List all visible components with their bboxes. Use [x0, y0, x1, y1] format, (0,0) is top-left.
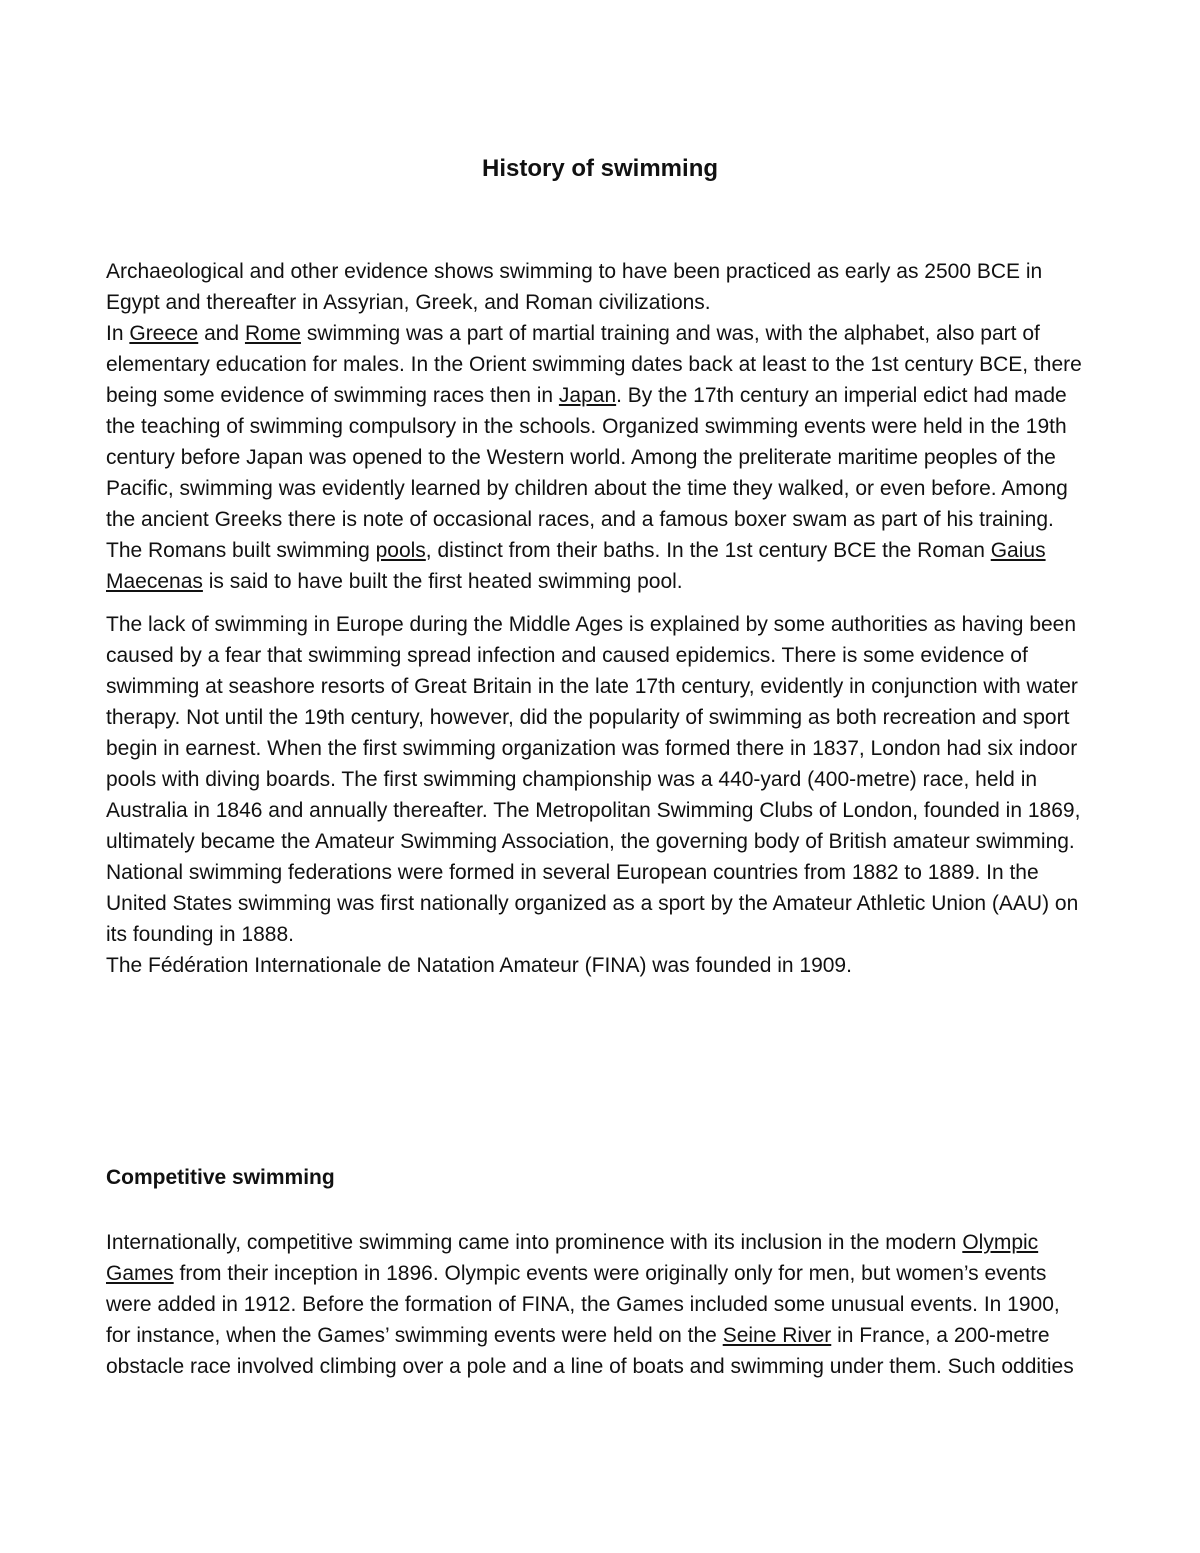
text-run: Internationally, competitive swimming came into prominence with its inclusion in the modern	[106, 1231, 963, 1254]
section-heading-competitive: Competitive swimming	[106, 1166, 335, 1189]
text-run: and	[198, 322, 245, 345]
text-run: , distinct from their baths. In the 1st century BCE the Roman	[425, 539, 991, 562]
text-run: . By the 17th century an imperial edict had made the teaching of swimming compulsory in the schools. Organized swimming events were held in the 19th century before Japan was opened to the Western world. Among the preliterate maritime peoples of the Pacific, swimming was evidently learned by children about the time they walked, or even before. Among the ancient Greeks there is note of occasional races, and a famous boxer swam as part of his training. The Romans built swimming	[106, 384, 1068, 562]
text-run: The lack of swimming in Europe during the Middle Ages is explained by some authorities as having been caused by a fear that swimming spread infection and caused epidemics. There is some evidence of swimming at seashore resorts of Great Britain in the late 17th century, evidently in conjunction with water therapy. Not until the 19th century, however, did the popularity of swimming as both recreation and sport begin in earnest. When the first swimming organization was formed there in 1837, London had six indoor pools with diving boards. The first swimming championship was a 440-yard (400-metre) race, held in Australia in 1846 and annually thereafter. The Metropolitan Swimming Clubs of London, founded in 1869, ultimately became the Amateur Swimming Association, the governing body of British amateur swimming. National swimming federations were formed in several European countries from 1882 to 1889. In the United States swimming was first nationally organized as a sport by the Amateur Athletic Union (AAU) on its founding in 1888.	[106, 613, 1081, 946]
document-title: History of swimming	[481, 155, 719, 182]
link-olympic-games[interactable]: Olympic Games	[106, 1231, 1039, 1285]
text-run: swimming was a part of martial training and was, with the alphabet, also part of elementary education for males. In the Orient swimming dates back at least to the 1st century BCE, there being some evidence of swimming races then in	[106, 322, 1082, 407]
link-rome[interactable]: Rome	[244, 322, 301, 345]
text-run: in France, a 200-metre obstacle race involved climbing over a pole and a line of boats and swimming under them. Such oddities	[106, 1324, 1074, 1378]
text-run: In	[106, 322, 130, 345]
paragraph-ancient-history	[106, 256, 1086, 597]
text-run: Archaeological and other evidence shows swimming to have been practiced as early as 2500 BCE in Egypt and thereafter in Assyrian, Greek, and Roman civilizations.	[106, 260, 1043, 314]
link-greece[interactable]: Greece	[129, 322, 199, 345]
text-run: from their inception in 1896. Olympic events were originally only for men, but women’s events were added in 1912. Before the formation of FINA, the Games included some unusual events. In 1900, for instance, when the Games’ swimming events were held on the	[106, 1262, 1060, 1347]
paragraph-competitive	[106, 1227, 1086, 1382]
section-competitive	[106, 1227, 1086, 1382]
link-gaius-maecenas[interactable]: Gaius Maecenas	[106, 539, 1046, 593]
link-pools[interactable]: pools	[375, 539, 426, 562]
text-run: The Fédération Internationale de Natation Amateur (FINA) was founded in 1909.	[106, 954, 852, 977]
section-history	[106, 256, 1086, 981]
link-seine-river[interactable]: Seine River	[722, 1324, 832, 1347]
link-japan[interactable]: Japan	[558, 384, 617, 407]
text-run: is said to have built the first heated swimming pool.	[202, 570, 683, 593]
paragraph-modern-history	[106, 609, 1086, 981]
